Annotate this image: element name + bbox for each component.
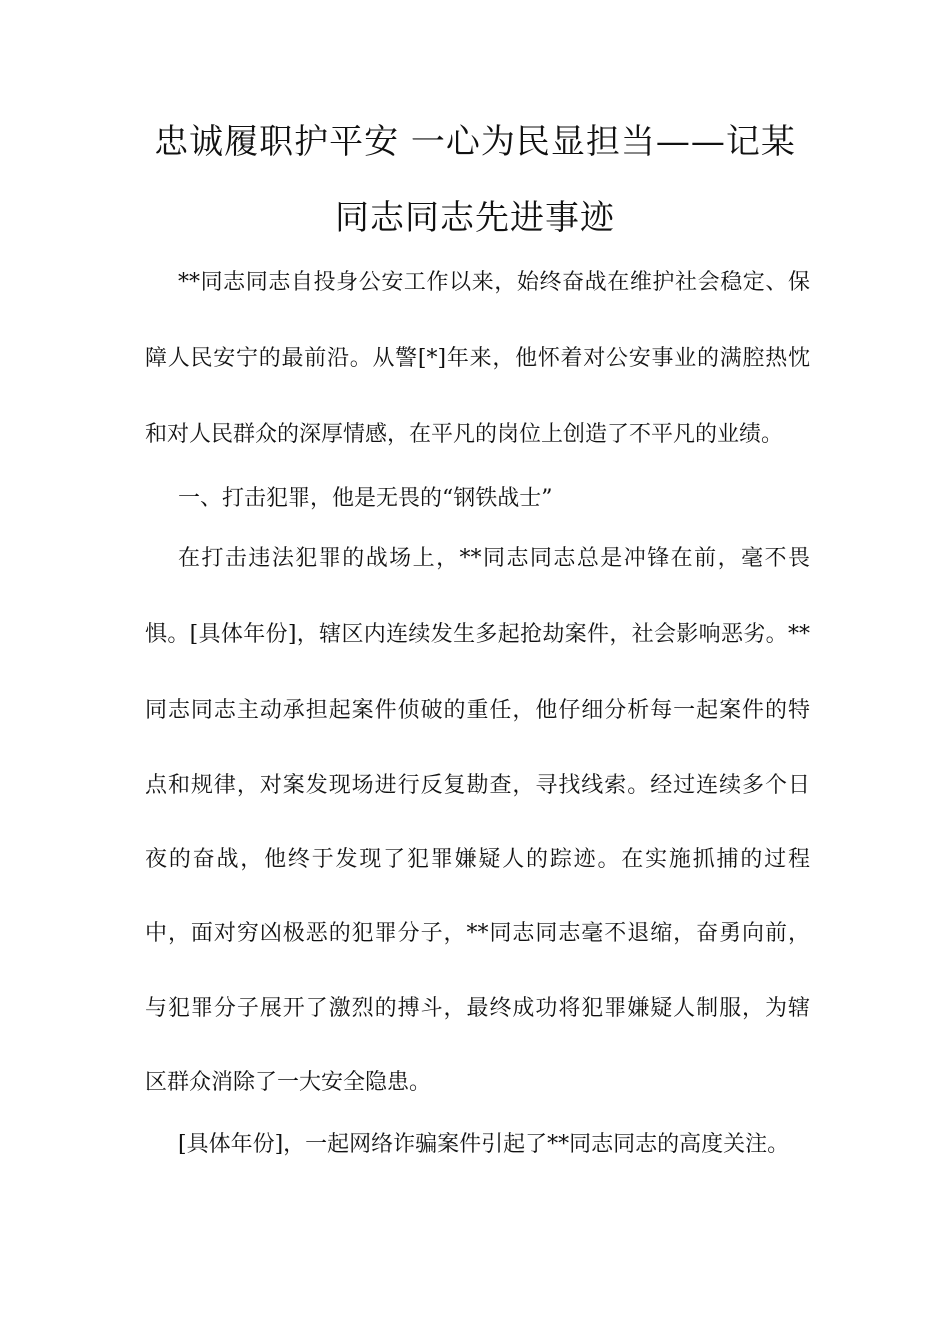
paragraph-2-line-4: 点和规律，对案发现场进行反复勘查，寻找线索。经过连续多个日 [145,773,810,798]
paragraph-1-line-2: 障人民安宁的最前沿。从警[*]年来，他怀着对公安事业的满腔热忱 [145,346,810,371]
paragraph-2-line-5: 夜的奋战，他终于发现了犯罪嫌疑人的踪迹。在实施抓捕的过程 [145,847,810,872]
section-1-heading: 一、打击犯罪，他是无畏的“钢铁战士” [178,486,553,511]
paragraph-2-line-7: 与犯罪分子展开了激烈的搏斗，最终成功将犯罪嫌疑人制服，为辖 [145,996,810,1021]
paragraph-2-line-2: 惧。[具体年份]，辖区内连续发生多起抢劫案件，社会影响恶劣。** [145,622,810,647]
paragraph-1-line-1: **同志同志自投身公安工作以来，始终奋战在维护社会稳定、保 [178,270,810,295]
document-title-line-1: 忠诚履职护平安 一心为民显担当——记某 [154,122,796,162]
paragraph-2-line-6: 中，面对穷凶极恶的犯罪分子，**同志同志毫不退缩，奋勇向前， [145,921,810,946]
document-title-line-2: 同志同志先进事迹 [335,198,615,238]
paragraph-2-line-1: 在打击违法犯罪的战场上，**同志同志总是冲锋在前，毫不畏 [178,546,810,571]
paragraph-2-line-8: 区群众消除了一大安全隐患。 [145,1070,432,1095]
paragraph-1-line-3: 和对人民群众的深厚情感，在平凡的岗位上创造了不平凡的业绩。 [145,422,784,447]
paragraph-3-line-1: [具体年份]，一起网络诈骗案件引起了**同志同志的高度关注。 [178,1132,790,1157]
paragraph-2-line-3: 同志同志主动承担起案件侦破的重任，他仔细分析每一起案件的特 [145,698,810,723]
